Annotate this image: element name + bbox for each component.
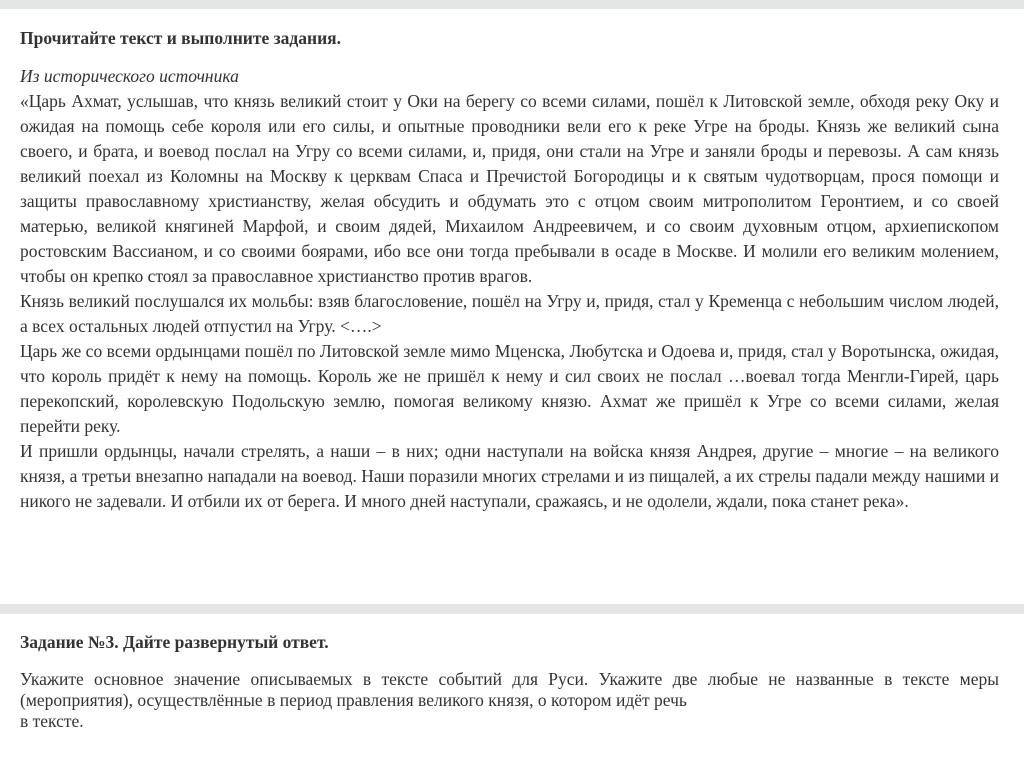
task-heading: Задание №3. Дайте развернутый ответ.	[20, 632, 329, 652]
task-text	[20, 669, 999, 732]
reading-panel	[20, 9, 999, 514]
section-divider-band	[0, 604, 1024, 614]
source-paragraph-3: Царь же со всеми ордынцами пошёл по Литовской земле мимо Мценска, Любутска и Одоева и, придя, стал у Воротынска, ожидая, что король придёт к нему на помощь. Король же не пришёл к нему и сил своих не послал …воевал тогда Менгли-Гирей, царь перекопский, королевскую Подольскую землю, помогая великому князю. Ахмат же пришёл к Угре со всеми силами, желая перейти реку.	[20, 341, 999, 436]
top-divider-band	[0, 0, 1024, 9]
task-text-line-1: Укажите основное значение описываемых в тексте событий для Руси. Укажите две любые не названные в тексте меры (мероприятия), осуществлённые в период правления великого князя, о котором идёт речь	[20, 669, 999, 710]
reading-heading: Прочитайте текст и выполните задания.	[20, 28, 342, 48]
source-label: Из исторического источника	[20, 66, 239, 86]
source-paragraph-4: И пришли ордынцы, начали стрелять, а наши – в них; одни наступали на войска князя Андрея, другие – многие – на великого князя, а третьи внезапно нападали на воевод. Наши поразили многих стрелами и из пищалей, а их стрелы падали между нашими и никого не задевали. И отбили их от берега. И много дней наступали, сражаясь, и не одолели, ждали, пока станет река».	[20, 441, 999, 511]
task-text-line-2: в тексте.	[20, 711, 84, 731]
source-paragraph-1: «Царь Ахмат, услышав, что князь великий стоит у Оки на берегу со всеми силами, пошёл к Литовской земле, обходя реку Оку и ожидая на помощь себе короля или его силы, и опытные проводники вели его к реке Угре на броды. Князь же великий сына своего, и брата, и воевод послал на Угру со всеми силами, и, придя, они стали на Угре и заняли броды и перевозы. А сам князь великий поехал из Коломны на Москву к церквам Спаса и Пречистой Богородицы и к святым чудотворцам, прося помощи и защиты православному христианству, желая обсудить и обдумать это с отцом своим митрополитом Геронтием, и со своей матерью, великой княгиней Марфой, и своим дядей, Михаилом Андреевичем, и со своим духовным отцом, архиепископом ростовским Вассианом, и со своими боярами, ибо все они тогда пребывали в осаде в Москве. И молили его великим молением, чтобы он крепко стоял за православное христианство против врагов.	[20, 91, 999, 286]
source-paragraph-2: Князь великий послушался их мольбы: взяв благословение, пошёл на Угру и, придя, стал у Кременца с небольшим числом людей, а всех остальных людей отпустил на Угру. <….>	[20, 291, 999, 336]
task-panel	[20, 614, 999, 732]
